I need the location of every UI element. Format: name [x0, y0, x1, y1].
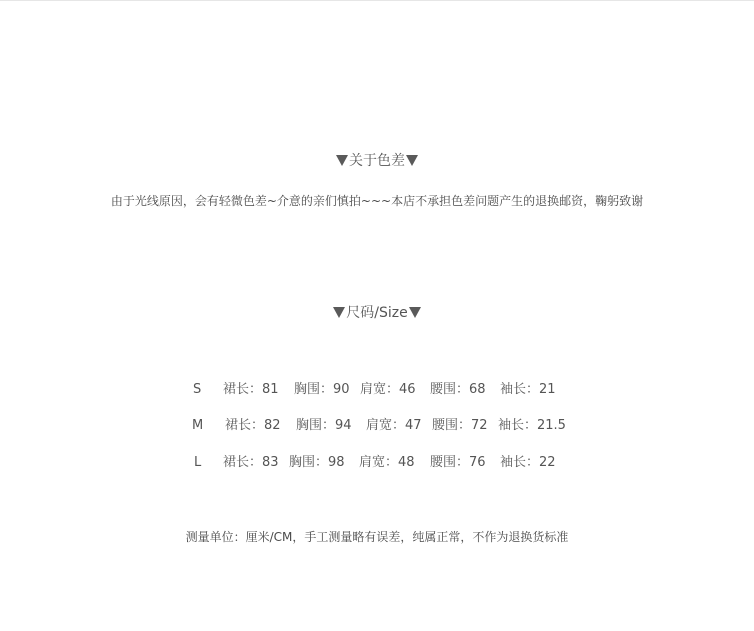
color-difference-heading: [0, 152, 754, 170]
size-label: M: [192, 418, 204, 433]
color-difference-notice: 由于光线原因，会有轻微色差~介意的亲们慎拍~~~本店不承担色差问题产生的退换邮资，鞠躬致谢: [110, 194, 644, 208]
down-triangle-icon: [333, 307, 345, 318]
down-triangle-icon: [409, 307, 421, 318]
color-difference-heading-text: 关于色差: [349, 153, 405, 169]
waist-value: 腰围：76: [430, 455, 486, 470]
size-label: S: [193, 382, 202, 397]
size-heading: [0, 304, 754, 322]
shoulder-value: 肩宽：46: [360, 382, 416, 397]
waist-value: 腰围：68: [430, 382, 486, 397]
size-row-m: [0, 417, 754, 435]
sleeve-value: 袖长：21.5: [498, 418, 566, 433]
sleeve-value: 袖长：21: [500, 382, 556, 397]
shoulder-value: 肩宽：47: [366, 418, 422, 433]
bust-value: 胸围：98: [289, 455, 345, 470]
down-triangle-icon: [406, 155, 418, 166]
shoulder-value: 肩宽：48: [359, 455, 415, 470]
bust-value: 胸围：90: [294, 382, 350, 397]
bust-value: 胸围：94: [296, 418, 352, 433]
top-divider: [0, 0, 754, 1]
waist-value: 腰围：72: [432, 418, 488, 433]
length-value: 裙长：83: [223, 455, 279, 470]
length-value: 裙长：82: [225, 418, 281, 433]
measurement-note: 测量单位：厘米/CM，手工测量略有误差，纯属正常，不作为退换货标准: [185, 530, 569, 544]
size-row-s: [0, 381, 754, 399]
size-label: L: [194, 455, 202, 470]
sleeve-value: 袖长：22: [500, 455, 556, 470]
size-heading-text: 尺码/Size: [346, 305, 408, 321]
size-row-l: [0, 454, 754, 472]
down-triangle-icon: [336, 155, 348, 166]
length-value: 裙长：81: [223, 382, 279, 397]
